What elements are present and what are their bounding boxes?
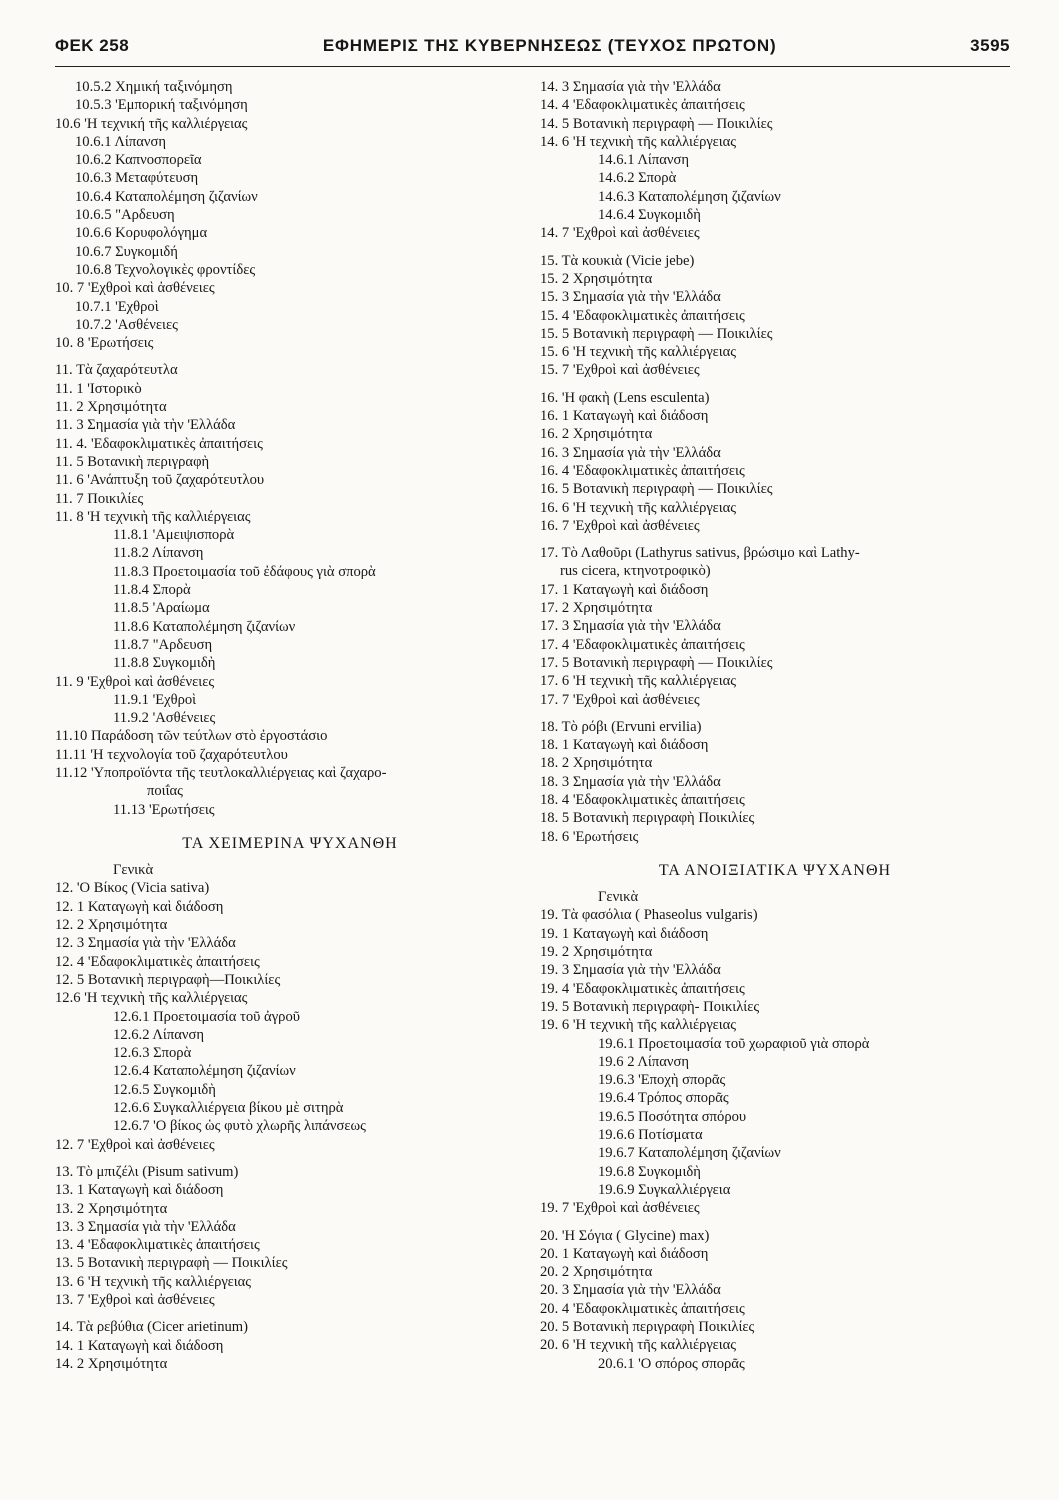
toc-entry: 14. 7 'Εχθροὶ καὶ ἀσθένειες bbox=[540, 225, 700, 242]
toc-entry: 14. 5 Βοτανικὴ περιγραφὴ — Ποικιλίες bbox=[540, 115, 773, 132]
toc-entry: 19.6.6 Ποτίσματα bbox=[598, 1127, 703, 1144]
toc-entry: 11. 8 'Η τεχνικὴ τῆς καλλιέργειας bbox=[55, 508, 251, 525]
toc-entry: 17. 1 Καταγωγὴ καὶ διάδοση bbox=[540, 581, 709, 598]
page-number: 3595 bbox=[970, 36, 1010, 55]
toc-entry: 10.6.4 Καταπολέμηση ζιζανίων bbox=[75, 188, 258, 205]
toc-entry: 13. 5 Βοτανικὴ περιγραφὴ — Ποικιλίες bbox=[55, 1255, 288, 1272]
toc-entry: 12. 3 Σημασία γιὰ τὴν 'Ελλάδα bbox=[55, 935, 236, 952]
toc-entry: 14.6.2 Σπορὰ bbox=[598, 170, 677, 187]
toc-entry: 12.6.2 Λίπανση bbox=[113, 1026, 204, 1043]
toc-entry: 11.8.8 Συγκομιδὴ bbox=[113, 655, 216, 672]
toc-entry: 15. 5 Βοτανικὴ περιγραφὴ — Ποικιλίες bbox=[540, 325, 773, 342]
toc-entry: 16. 'Η φακὴ (Lens esculenta) bbox=[540, 389, 710, 406]
page-header bbox=[55, 36, 1010, 67]
toc-entry: 17. 3 Σημασία γιὰ τὴν 'Ελλάδα bbox=[540, 618, 721, 635]
toc-entry: 15. 4 'Εδαφοκλιματικὲς ἀπαιτήσεις bbox=[540, 307, 745, 324]
toc-entry: 16. 3 Σημασία γιὰ τὴν 'Ελλάδα bbox=[540, 444, 721, 461]
toc-entry: 11. 9 'Εχθροὶ καὶ ἀσθένειες bbox=[55, 673, 215, 690]
toc-entry: 16. 5 Βοτανικὴ περιγραφὴ — Ποικιλίες bbox=[540, 481, 773, 498]
toc-entry: 11.8.3 Προετοιμασία τοῦ ἐδάφους γιὰ σπορὰ bbox=[113, 563, 376, 580]
toc-entry: 19. 6 'Η τεχνικὴ τῆς καλλιέργειας bbox=[540, 1017, 737, 1034]
toc-entry: 11. 1 'Ιστορικὸ bbox=[55, 380, 142, 397]
toc-entry: 19.6.3 'Εποχὴ σπορᾶς bbox=[598, 1072, 726, 1089]
toc-entry: 12.6.3 Σπορὰ bbox=[113, 1045, 192, 1062]
toc-entry: 12. 5 Βοτανικὴ περιγραφὴ—Ποικιλίες bbox=[55, 971, 281, 988]
toc-entry: 14. Τὰ ρεβύθια (Cicer arietinum) bbox=[55, 1319, 249, 1336]
toc-entry: 14. 1 Καταγωγὴ καὶ διάδοση bbox=[55, 1337, 224, 1354]
toc-entry: 17. 7 'Εχθροὶ καὶ ἀσθένειες bbox=[540, 691, 700, 708]
toc-entry: 10.6.1 Λίπανση bbox=[75, 133, 166, 150]
toc-entry: 20. 6 'Η τεχνικὴ τῆς καλλιέργειας bbox=[540, 1337, 737, 1354]
toc-entry: 19.6.4 Τρόπος σπορᾶς bbox=[598, 1090, 729, 1107]
toc-entry: 11.12 'Υποπροϊόντα τῆς τευτλοκαλλιέργειας καὶ ζαχαρο- bbox=[55, 764, 387, 781]
toc-entry: 20.6.1 'Ο σπόρος σπορᾶς bbox=[598, 1355, 745, 1372]
toc-entry: 15. 6 'Η τεχνικὴ τῆς καλλιέργειας bbox=[540, 344, 737, 361]
toc-entry: 10.6.3 Μεταφύτευση bbox=[75, 170, 199, 187]
toc-entry: 11.10 Παράδοση τῶν τεύτλων στὸ ἐργοστάσιο bbox=[55, 728, 328, 745]
toc-entry: 14. 6 'Η τεχνικὴ τῆς καλλιέργειας bbox=[540, 133, 737, 150]
toc-entry: 12.6.7 'Ο βίκος ὡς φυτὸ χλωρῆς λιπάνσεως bbox=[113, 1118, 366, 1135]
toc-entry: 11. 6 'Ανάπτυξη τοῦ ζαχαρότευτλου bbox=[55, 472, 265, 489]
toc-entry: 16. 6 'Η τεχνικὴ τῆς καλλιέργειας bbox=[540, 499, 737, 516]
toc-entry: 10. 8 'Ερωτήσεις bbox=[55, 335, 154, 352]
toc-entry: 19. 7 'Εχθροὶ καὶ ἀσθένειες bbox=[540, 1200, 700, 1217]
toc-entry: 13. 6 'Η τεχνικὴ τῆς καλλιέργειας bbox=[55, 1273, 252, 1290]
toc-entry: 20. 5 Βοτανικὴ περιγραφὴ Ποικιλίες bbox=[540, 1319, 755, 1335]
toc-entry: 10.7.1 'Εχθροὶ bbox=[75, 298, 159, 315]
toc-entry: 18. 3 Σημασία γιὰ τὴν 'Ελλάδα bbox=[540, 773, 721, 790]
toc-entry: 19. 4 'Εδαφοκλιματικὲς ἀπαιτήσεις bbox=[540, 980, 745, 997]
toc-entry: 14. 3 Σημασία γιὰ τὴν 'Ελλάδα bbox=[540, 79, 721, 95]
toc-entry: 12.6.6 Συγκαλλιέργεια βίκου μὲ σιτηρὰ bbox=[113, 1100, 344, 1117]
toc-entry: 10.6.2 Καπνοσπορεῖα bbox=[75, 152, 202, 169]
toc-entry: 19. 3 Σημασία γιὰ τὴν 'Ελλάδα bbox=[540, 962, 721, 979]
toc-entry: 15. 7 'Εχθροὶ καὶ ἀσθένειες bbox=[540, 362, 700, 379]
toc-entry: 14.6.4 Συγκομιδὴ bbox=[598, 207, 701, 224]
toc-entry: 15. 2 Χρησιμότητα bbox=[540, 270, 653, 287]
toc-entry: 15. Τὰ κουκιὰ (Vicie jebe) bbox=[540, 252, 695, 269]
toc-entry: 19. Τὰ φασόλια ( Phaseolus vulgaris) bbox=[540, 907, 758, 924]
toc-entry: 11.8.7 "Αρδευση bbox=[113, 636, 213, 653]
toc-entry: 20. 2 Χρησιμότητα bbox=[540, 1264, 653, 1281]
toc-entry: 11.8.2 Λίπανση bbox=[113, 545, 204, 562]
toc-entry: 10.6.5 "Αρδευση bbox=[75, 207, 175, 224]
toc-entry: 20. 3 Σημασία γιὰ τὴν 'Ελλάδα bbox=[540, 1282, 721, 1299]
toc-entry: 12.6 'Η τεχνικὴ τῆς καλλιέργειας bbox=[55, 990, 248, 1007]
toc-entry: 20. 'Η Σόγια ( Glycine) max) bbox=[540, 1227, 710, 1244]
toc-entry: 17. 4 'Εδαφοκλιματικὲς ἀπαιτήσεις bbox=[540, 636, 745, 653]
toc-entry: 17. Τὸ Λαθοῦρι (Lathyrus sativus, βρώσιμο καὶ Lathy- bbox=[540, 545, 860, 562]
toc-entry: 17. 6 'Η τεχνικὴ τῆς καλλιέργειας bbox=[540, 673, 737, 690]
toc-entry: 11. 5 Βοτανικὴ περιγραφὴ bbox=[55, 453, 210, 470]
toc-entry: 20. 1 Καταγωγὴ καὶ διάδοση bbox=[540, 1245, 709, 1262]
toc-entry: 11.8.5 'Αραίωμα bbox=[113, 600, 210, 617]
toc-entry: rus cicera, κτηνοτροφικὸ) bbox=[560, 563, 711, 580]
toc-entry: 19.6.8 Συγκομιδὴ bbox=[598, 1163, 701, 1180]
toc-entry: 19.6 2 Λίπανση bbox=[598, 1053, 689, 1070]
toc-entry: 15. 3 Σημασία γιὰ τὴν 'Ελλάδα bbox=[540, 289, 721, 306]
toc-entry: 18. 6 'Ερωτήσεις bbox=[540, 828, 639, 845]
toc-entry: 11. 2 Χρησιμότητα bbox=[55, 399, 167, 416]
toc-entry: 12. 2 Χρησιμότητα bbox=[55, 917, 168, 934]
toc-entry: 12.6.5 Συγκομιδὴ bbox=[113, 1081, 216, 1098]
toc-entry: 13. 7 'Εχθροὶ καὶ ἀσθένειες bbox=[55, 1292, 215, 1308]
toc-entry: 13. Τὸ μπιζέλι (Pisum sativum) bbox=[55, 1163, 239, 1180]
toc-entry: 19.6.9 Συγκαλλιέργεια bbox=[598, 1181, 731, 1198]
toc-entry: 14. 4 'Εδαφοκλιματικὲς ἀπαιτήσεις bbox=[540, 97, 745, 114]
toc-entry: 10.5.2 Χημική ταξινόμηση bbox=[75, 79, 233, 95]
toc-entry: 11.8.4 Σπορὰ bbox=[113, 582, 191, 599]
toc-entry: 13. 4 'Εδαφοκλιματικὲς ἀπαιτήσεις bbox=[55, 1237, 260, 1254]
toc-entry: 11. 7 Ποικιλίες bbox=[55, 490, 144, 507]
toc-entry: 18. 1 Καταγωγὴ καὶ διάδοση bbox=[540, 737, 709, 754]
toc-entry: 11.13 'Ερωτήσεις bbox=[113, 801, 215, 818]
toc-entry: 18. Τὸ ρόβι (Ervuni ervilia) bbox=[540, 718, 702, 735]
toc-entry: 11. Τὰ ζαχαρότευτλα bbox=[55, 362, 178, 379]
toc-entry: 11.9.1 'Εχθροὶ bbox=[113, 691, 197, 708]
toc-entry: 16. 7 'Εχθροὶ καὶ ἀσθένειες bbox=[540, 517, 700, 534]
right-column bbox=[540, 78, 1010, 1373]
toc-entry: 19.6.5 Ποσότητα σπόρου bbox=[598, 1108, 747, 1125]
toc-entry: 12. 7 'Εχθροὶ καὶ ἀσθένειες bbox=[55, 1136, 215, 1153]
toc-entry: Γενικὰ bbox=[113, 862, 154, 879]
toc-entry: 19. 5 Βοτανικὴ περιγραφὴ- Ποικιλίες bbox=[540, 998, 760, 1015]
toc-entry: 12.6.1 Προετοιμασία τοῦ ἀγροῦ bbox=[113, 1008, 300, 1025]
gazette-issue-number: ΦΕΚ 258 bbox=[55, 36, 130, 55]
toc-entry: ποιΐας bbox=[147, 783, 183, 800]
toc-entry: 13. 2 Χρησιμότητα bbox=[55, 1200, 168, 1217]
toc-entry: 11.11 'Η τεχνολογία τοῦ ζαχαρότευτλου bbox=[55, 746, 288, 763]
toc-entry: 16. 1 Καταγωγὴ καὶ διάδοση bbox=[540, 408, 709, 425]
toc-entry: 14.6.3 Καταπολέμηση ζιζανίων bbox=[598, 188, 781, 205]
section-heading: ΤΑ ΑΝΟΙΞΙΑΤΙΚΑ ΨΥΧΑΝΘΗ bbox=[658, 861, 892, 879]
toc-entry: 10.6.7 Συγκομιδή bbox=[75, 243, 178, 260]
toc-entry: 18. 4 'Εδαφοκλιματικὲς ἀπαιτήσεις bbox=[540, 791, 745, 808]
toc-entry: 10.5.3 'Εμπορική ταξινόμηση bbox=[75, 97, 248, 114]
toc-entry: 11.8.1 'Αμειψισπορὰ bbox=[113, 527, 235, 544]
toc-entry: 10.6.6 Κορυφολόγημα bbox=[75, 225, 208, 242]
toc-entry: 14. 2 Χρησιμότητα bbox=[55, 1355, 168, 1372]
toc-entry: 16. 2 Χρησιμότητα bbox=[540, 426, 653, 443]
toc-entry: 12. 4 'Εδαφοκλιματικὲς ἀπαιτήσεις bbox=[55, 953, 260, 970]
toc-entry: 19.6.7 Καταπολέμηση ζιζανίων bbox=[598, 1145, 781, 1162]
toc-entry: 12. 1 Καταγωγὴ καὶ διάδοση bbox=[55, 898, 224, 915]
toc-entry: 11.8.6 Καταπολέμηση ζιζανίων bbox=[113, 618, 296, 635]
left-column bbox=[55, 78, 525, 1373]
toc-entry: Γενικὰ bbox=[598, 889, 639, 906]
toc-entry: 18. 5 Βοτανικὴ περιγραφὴ Ποικιλίες bbox=[540, 810, 755, 827]
toc-entry: 12.6.4 Καταπολέμηση ζιζανίων bbox=[113, 1063, 296, 1080]
toc-entry: 17. 5 Βοτανικὴ περιγραφὴ — Ποικιλίες bbox=[540, 654, 773, 671]
section-heading: ΤΑ ΧΕΙΜΕΡΙΝΑ ΨΥΧΑΝΘΗ bbox=[182, 834, 398, 852]
toc-entry: 14.6.1 Λίπανση bbox=[598, 152, 689, 169]
toc-entry: 13. 1 Καταγωγὴ καὶ διάδοση bbox=[55, 1182, 224, 1199]
toc-entry: 19. 1 Καταγωγὴ καὶ διάδοση bbox=[540, 925, 709, 942]
toc-entry: 11. 4. 'Εδαφοκλιματικὲς ἀπαιτήσεις bbox=[55, 435, 263, 452]
gazette-title: ΕΦΗΜΕΡΙΣ ΤΗΣ ΚΥΒΕΡΝΗΣΕΩΣ (ΤΕΥΧΟΣ ΠΡΩΤΟΝ) bbox=[322, 36, 777, 55]
toc-entry: 17. 2 Χρησιμότητα bbox=[540, 600, 653, 617]
toc-entry: 11.9.2 'Ασθένειες bbox=[113, 710, 216, 727]
toc-entry: 10.6 'Η τεχνική τῆς καλλιέργειας bbox=[55, 115, 248, 132]
toc-entry: 13. 3 Σημασία γιὰ τὴν 'Ελλάδα bbox=[55, 1218, 236, 1235]
toc-entry: 11. 3 Σημασία γιὰ τὴν 'Ελλάδα bbox=[55, 417, 236, 434]
toc-entry: 19.6.1 Προετοιμασία τοῦ χωραφιοῦ γιὰ σπορὰ bbox=[598, 1035, 870, 1052]
toc-entry: 10.7.2 'Ασθένειες bbox=[75, 316, 178, 333]
toc-entry: 10.6.8 Τεχνολογικὲς φροντίδες bbox=[75, 261, 256, 278]
toc-entry: 16. 4 'Εδαφοκλιματικὲς ἀπαιτήσεις bbox=[540, 462, 745, 479]
toc-entry: 10. 7 'Εχθροὶ καὶ ἀσθένειες bbox=[55, 280, 215, 297]
toc-entry: 18. 2 Χρησιμότητα bbox=[540, 755, 653, 772]
toc-entry: 12. 'Ο Βίκος (Vicia sativa) bbox=[55, 880, 210, 897]
toc-entry: 19. 2 Χρησιμότητα bbox=[540, 944, 653, 961]
toc-entry: 20. 4 'Εδαφοκλιματικὲς ἀπαιτήσεις bbox=[540, 1300, 745, 1317]
